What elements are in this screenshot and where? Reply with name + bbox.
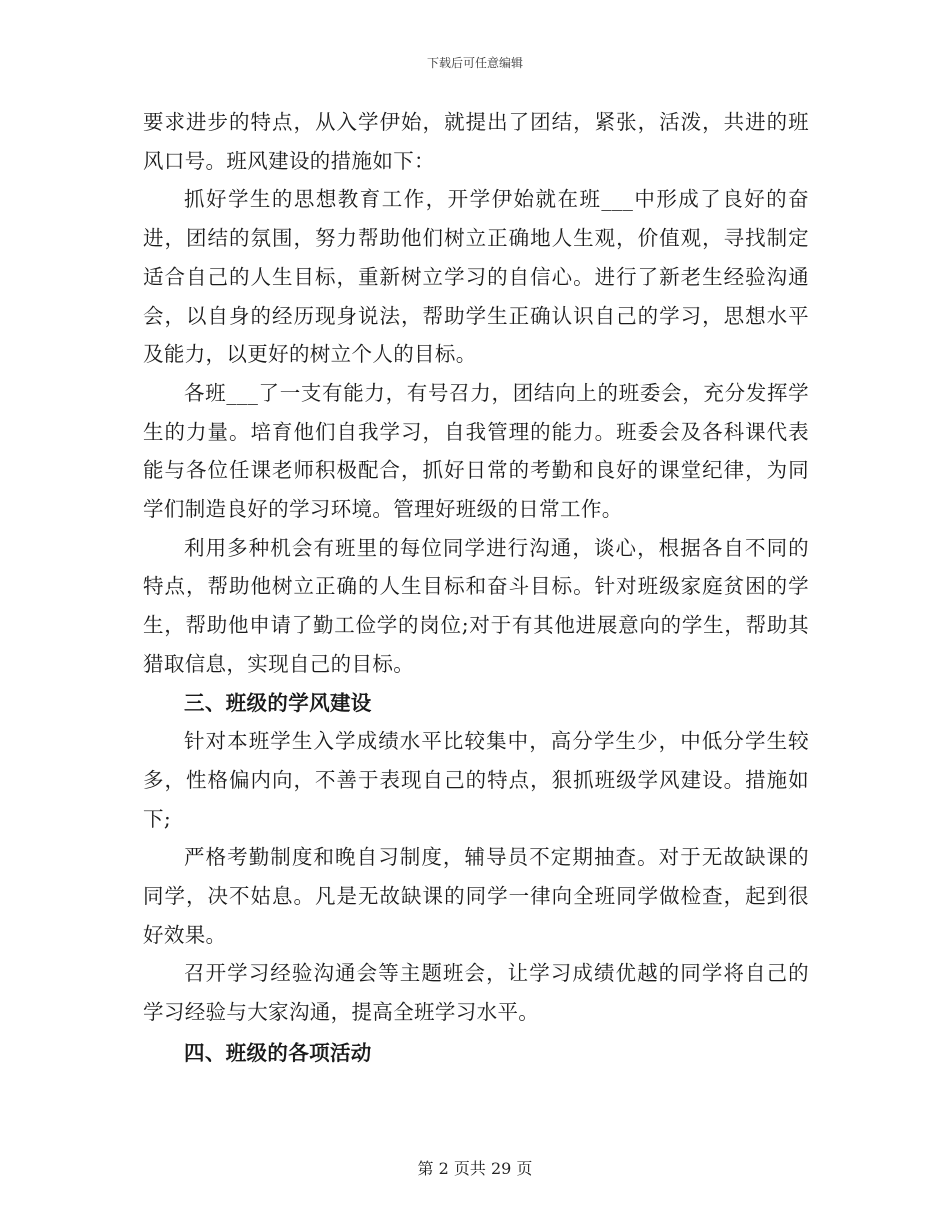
section-heading-3: 三、班级的学风建设 — [184, 690, 372, 715]
paragraph-4: 利用多种机会有班里的每位同学进行沟通，谈心，根据各自不同的特点，帮助他树立正确的人生目标和奋斗目标。针对班级家庭贫困的学生，帮助他申请了勤工俭学的岗位;对于有其他进展意向的学生，帮助其猎取信息，实现自己的目标。 — [143, 535, 809, 676]
paragraph-7: 召开学习经验沟通会等主题班会，让学习成绩优越的同学将自己的学习经验与大家沟通，提高全班学习水平。 — [143, 961, 809, 1025]
paragraph-5: 针对本班学生入学成绩水平比较集中，高分学生少，中低分学生较多，性格偏内向，不善于表现自己的特点，狠抓班级学风建设。措施如下; — [143, 729, 809, 831]
page-header: 下载后可任意编辑 — [426, 56, 523, 70]
paragraph-1: 要求进步的特点，从入学伊始，就提出了团结，紧张，活泼，共进的班风口号。班风建设的措施如下： — [143, 110, 809, 173]
paragraph-2: 抓好学生的思想教育工作，开学伊始就在班___中形成了良好的奋进，团结的氛围，努力帮助他们树立正确地人生观，价值观，寻找制定适合自己的人生目标，重新树立学习的自信心。进行了新老生经验沟通会，以自身的经历现身说法，帮助学生正确认识自己的学习，思想水平及能力，以更好的树立个人的目标。 — [143, 187, 809, 367]
section-heading-4: 四、班级的各项活动 — [184, 1040, 372, 1065]
paragraph-6: 严格考勤制度和晚自习制度，辅导员不定期抽查。对于无故缺课的同学，决不姑息。凡是无故缺课的同学一律向全班同学做检查，起到很好效果。 — [143, 845, 809, 947]
paragraph-3: 各班___了一支有能力，有号召力，团结向上的班委会，充分发挥学生的力量。培育他们自我学习，自我管理的能力。班委会及各科课代表能与各位任课老师积极配合，抓好日常的考勤和良好的课堂纪律，为同学们制造良好的学习环境。管理好班级的日常工作。 — [143, 380, 809, 522]
document-body — [143, 103, 809, 1073]
page-footer: 第 2 页共 29 页 — [417, 1159, 533, 1178]
